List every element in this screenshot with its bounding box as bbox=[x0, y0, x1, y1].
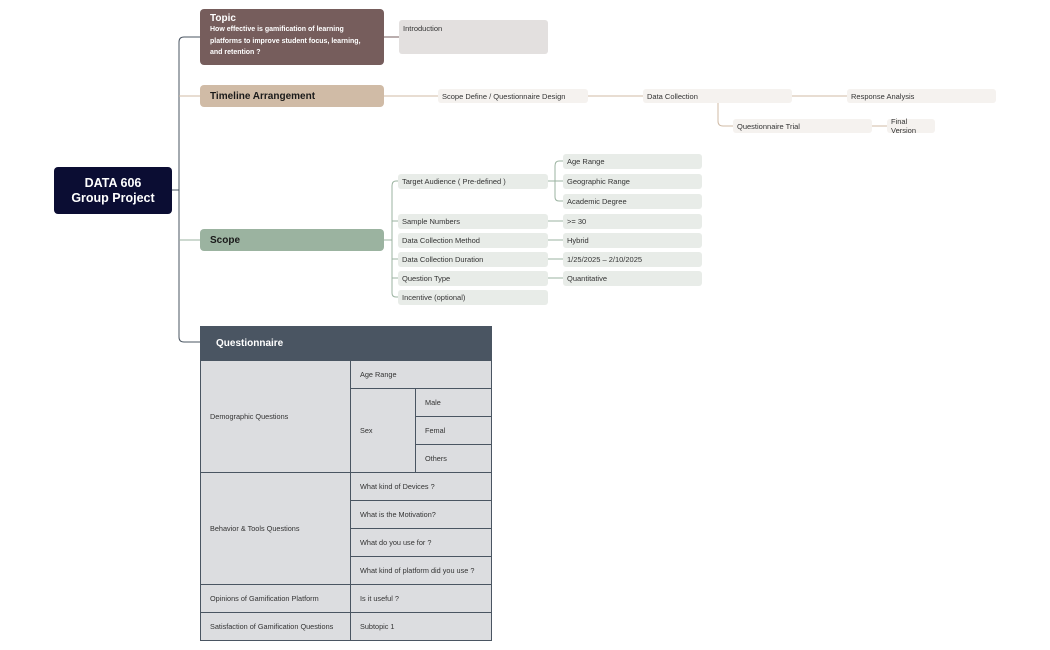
behavior-item[interactable]: What kind of platform did you use ? bbox=[351, 557, 492, 585]
satisfaction-cell[interactable]: Satisfaction of Gamification Questions bbox=[201, 613, 351, 641]
introduction-node[interactable]: Introduction bbox=[399, 20, 548, 54]
timeline-step[interactable]: Scope Define / Questionnaire Design bbox=[438, 89, 588, 103]
timeline-node[interactable]: Timeline Arrangement bbox=[200, 85, 384, 107]
scope-item[interactable]: Sample Numbers bbox=[398, 214, 548, 229]
opinions-item[interactable]: Is it useful ? bbox=[351, 585, 492, 613]
topic-question: How effective is gamification of learning platforms to improve student focus, learning, and retention ? bbox=[210, 26, 361, 56]
scope-value[interactable]: Quantitative bbox=[563, 271, 702, 286]
root-line2: Group Project bbox=[71, 190, 155, 205]
behavior-cell[interactable]: Behavior & Tools Questions bbox=[201, 473, 351, 585]
sex-option[interactable]: Femal bbox=[416, 417, 492, 445]
root-node[interactable] bbox=[54, 167, 172, 214]
timeline-step[interactable]: Response Analysis bbox=[847, 89, 996, 103]
timeline-substep[interactable]: Questionnaire Trial bbox=[733, 119, 872, 133]
topic-node[interactable] bbox=[200, 9, 384, 65]
scope-value[interactable]: >= 30 bbox=[563, 214, 702, 229]
scope-target-audience[interactable]: Target Audience ( Pre-defined ) bbox=[398, 174, 548, 189]
timeline-step[interactable]: Data Collection bbox=[643, 89, 792, 103]
target-item[interactable]: Geographic Range bbox=[563, 174, 702, 189]
scope-item[interactable]: Incentive (optional) bbox=[398, 290, 548, 305]
sex-option[interactable]: Male bbox=[416, 389, 492, 417]
scope-item[interactable]: Data Collection Method bbox=[398, 233, 548, 248]
target-item[interactable]: Academic Degree bbox=[563, 194, 702, 209]
behavior-item[interactable]: What do you use for ? bbox=[351, 529, 492, 557]
questionnaire-header[interactable]: Questionnaire bbox=[201, 327, 492, 361]
topic-title: Topic bbox=[210, 13, 236, 24]
sex-option[interactable]: Others bbox=[416, 445, 492, 473]
scope-node[interactable]: Scope bbox=[200, 229, 384, 251]
root-line1: DATA 606 bbox=[84, 175, 142, 190]
behavior-item[interactable]: What is the Motivation? bbox=[351, 501, 492, 529]
questionnaire-table bbox=[200, 326, 492, 641]
scope-value[interactable]: 1/25/2025 – 2/10/2025 bbox=[563, 252, 702, 267]
target-item[interactable]: Age Range bbox=[563, 154, 702, 169]
sex-cell[interactable]: Sex bbox=[351, 389, 416, 473]
scope-item[interactable]: Question Type bbox=[398, 271, 548, 286]
satisfaction-item[interactable]: Subtopic 1 bbox=[351, 613, 492, 641]
opinions-cell[interactable]: Opinions of Gamification Platform bbox=[201, 585, 351, 613]
timeline-substep[interactable]: Final Version bbox=[887, 119, 935, 133]
age-cell[interactable]: Age Range bbox=[351, 361, 492, 389]
behavior-item[interactable]: What kind of Devices ? bbox=[351, 473, 492, 501]
scope-item[interactable]: Data Collection Duration bbox=[398, 252, 548, 267]
scope-value[interactable]: Hybrid bbox=[563, 233, 702, 248]
demographic-cell[interactable]: Demographic Questions bbox=[201, 361, 351, 473]
